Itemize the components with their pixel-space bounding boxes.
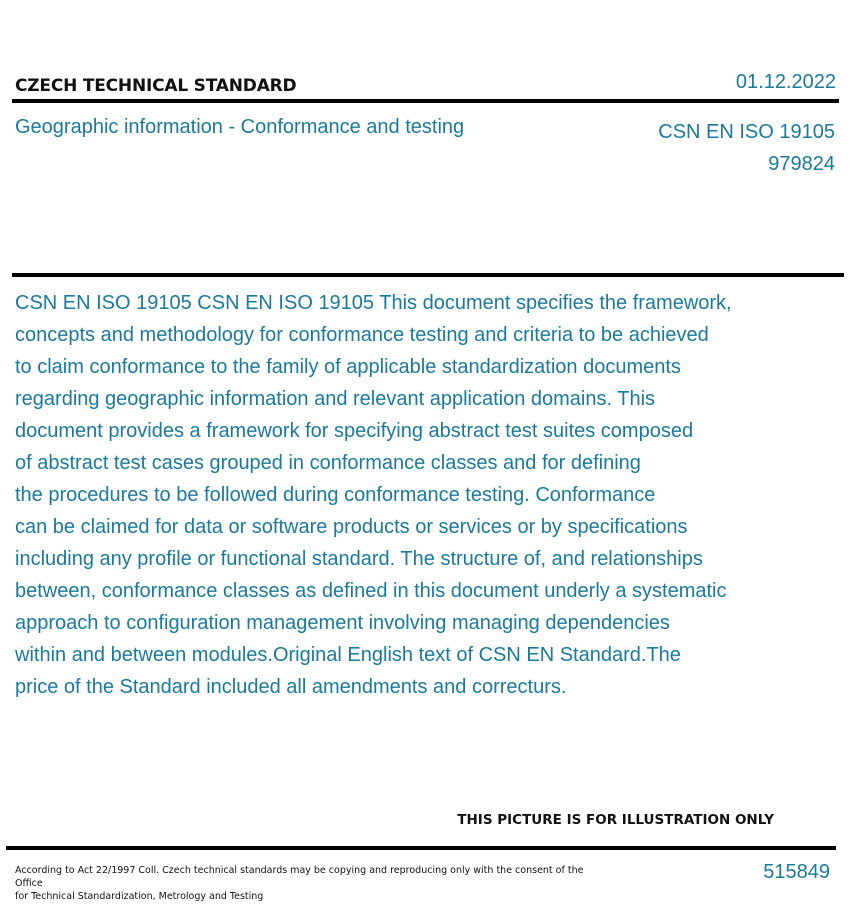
legal-line-1: According to Act 22/1997 Coll. Czech technical standards may be copying and reproducing only with the consent of the Office (15, 865, 584, 889)
standard-title: Geographic information - Conformance and testing (15, 116, 465, 138)
standard-code: CSN EN ISO 19105 (658, 121, 835, 143)
document-heading: CZECH TECHNICAL STANDARD (15, 76, 297, 96)
footer-rule (6, 846, 836, 850)
section-rule (12, 273, 844, 277)
document-number: 515849 (763, 861, 830, 883)
header-rule (12, 99, 839, 103)
standard-code-block (658, 116, 835, 180)
legal-notice (15, 864, 585, 903)
publication-date: 01.12.2022 (735, 71, 836, 93)
standard-description: CSN EN ISO 19105 CSN EN ISO 19105 This document specifies the framework, concepts and methodology for conformance testing and criteria to be achieved to claim conformance to the family of applicable standardization documents regarding geographic information and relevant application domains. This document provides a framework for specifying abstract test suites composed of abstract test cases grouped in conformance classes and for defining the procedures to be followed during conformance testing. Conformance can be claimed for data or software products or services or by specifications including any profile or functional standard. The structure of, and relationships between, conformance classes as defined in this document underly a systematic approach to configuration management involving managing dependencies within and between modules.Original English text of CSN EN Standard.The price of the Standard included all amendments and correcturs. (15, 292, 732, 698)
illustration-note: THIS PICTURE IS FOR ILLUSTRATION ONLY (457, 812, 774, 828)
catalog-number: 979824 (768, 153, 835, 175)
legal-line-2: for Technical Standardization, Metrology and Testing (15, 891, 264, 902)
